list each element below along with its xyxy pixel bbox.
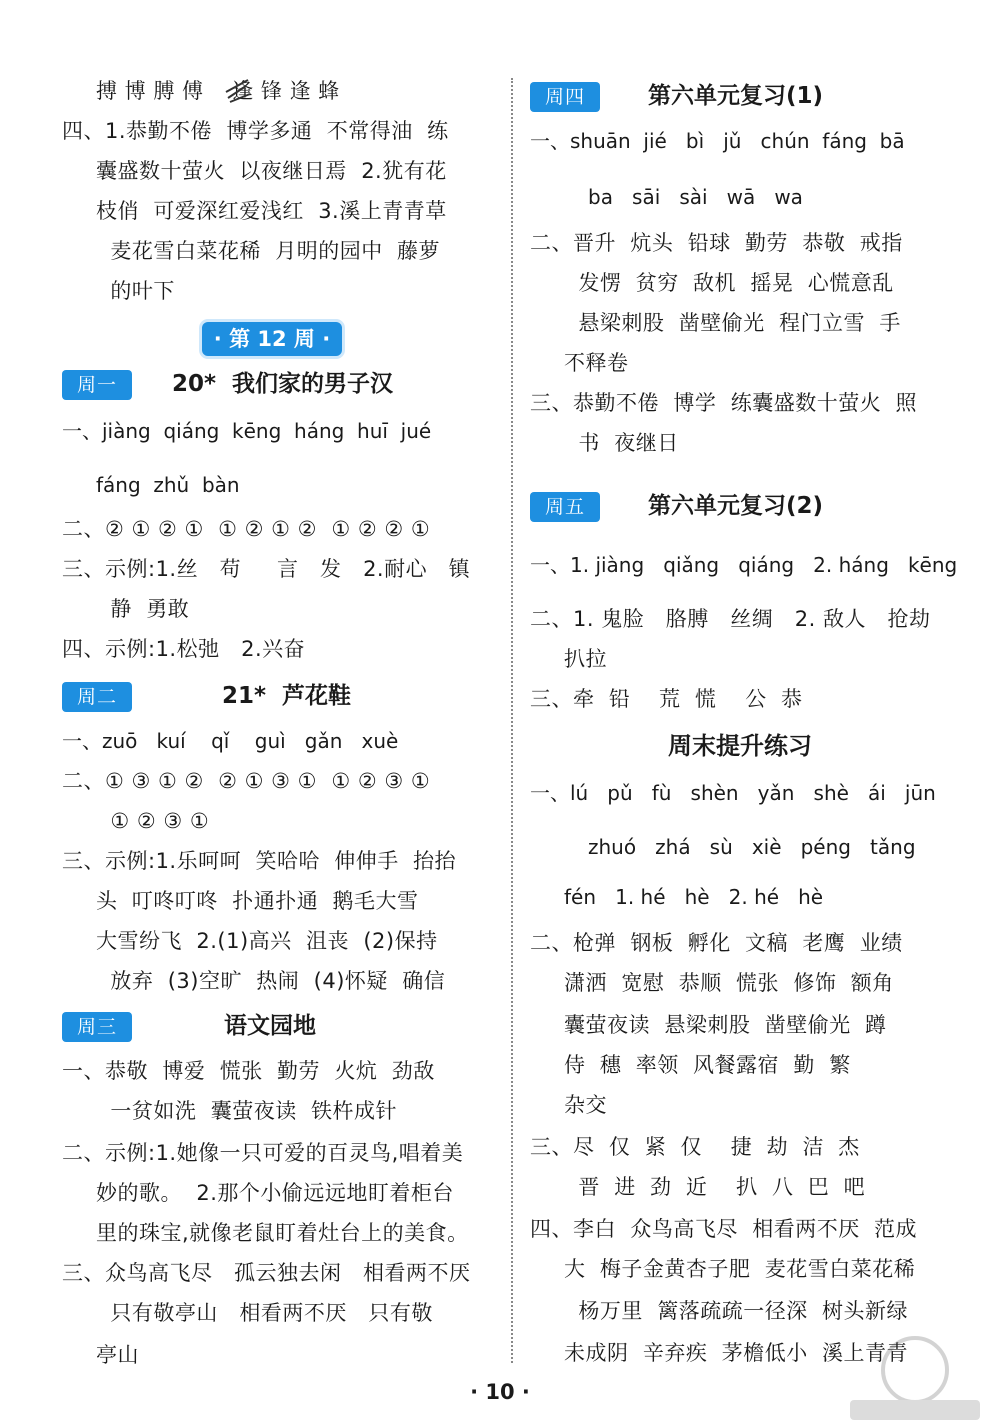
pinyin-line: 一、jiàng qiáng kēng háng huī jué xyxy=(62,419,432,443)
answer-line: 潇洒 宽慰 恭顺 慌张 修饰 额角 xyxy=(564,971,894,995)
answer-line: 书 夜继日 xyxy=(564,431,679,455)
answer-line: 囊萤夜读 悬梁刺股 凿壁偷光 蹲 xyxy=(564,1013,887,1037)
answer-line: 二、晋升 炕头 铅球 勤劳 恭敬 戒指 xyxy=(530,231,903,255)
answer-line: 二、② ① ② ① ① ② ① ② ① ② ② ① xyxy=(62,517,431,541)
day-badge-wed: 周三 xyxy=(62,1012,132,1042)
answer-line: 四、李白 众鸟高飞尽 相看两不厌 范成 xyxy=(530,1217,918,1241)
answer-line: 二、① ③ ① ② ② ① ③ ① ① ② ③ ① xyxy=(62,769,431,793)
answer-line: 放弃 (3)空旷 热闹 (4)怀疑 确信 xyxy=(96,969,446,993)
column-divider xyxy=(511,78,513,1363)
answer-line: 杂交 xyxy=(564,1093,607,1117)
answer-line: 三、示例:1.丝 苟 言 发 2.耐心 镇 xyxy=(62,557,471,581)
answer-line: 三、示例:1.乐呵呵 笑哈哈 伸伸手 抬抬 xyxy=(62,849,457,873)
answer-line: 里的珠宝,就像老鼠盯着灶台上的美食。 xyxy=(96,1221,469,1245)
answer-line: 头 叮咚叮咚 扑通扑通 鹅毛大雪 xyxy=(96,889,419,913)
pinyin-line: 一、1. jiàng qiǎng qiáng 2. háng kēng xyxy=(530,553,958,577)
day-badge-fri: 周五 xyxy=(530,492,600,522)
section-title: 21* 芦花鞋 xyxy=(222,683,352,709)
answer-line: 侍 穗 率领 风餐露宿 勤 繁 xyxy=(564,1053,851,1077)
week-banner: · 第 12 周 · xyxy=(202,322,342,356)
page-number: · 10 · xyxy=(470,1380,530,1404)
answer-line: 杨万里 篱落疏疏一径深 树头新绿 xyxy=(564,1299,909,1323)
answer-line: 四、1.恭勤不倦 博学多通 不常得油 练 xyxy=(62,119,449,143)
section-title: 语文园地 xyxy=(224,1013,316,1039)
answer-line: 四、示例:1.松弛 2.兴奋 xyxy=(62,637,306,661)
section-title: 第六单元复习(2) xyxy=(648,493,824,519)
answer-line: 三、恭勤不倦 博学 练囊盛数十萤火 照 xyxy=(530,391,918,415)
answer-line: 的叶下 xyxy=(96,279,175,303)
answer-line: 一、恭敬 博爱 慌张 勤劳 火炕 劲敌 xyxy=(62,1059,435,1083)
answer-line: 亭山 xyxy=(96,1343,139,1367)
pinyin-line: 一、shuān jié bì jǔ chún fáng bā xyxy=(530,129,905,153)
answer-line: 枝俏 可爱深红爱浅红 3.溪上青青草 xyxy=(96,199,447,223)
watermark-logo-icon xyxy=(840,1330,990,1425)
section-title: 20* 我们家的男子汉 xyxy=(172,371,394,397)
day-badge-thu: 周四 xyxy=(530,82,600,112)
answer-line: 未成阴 辛弃疾 茅檐低小 溪上青青 xyxy=(564,1341,909,1365)
answer-line: 二、1. 鬼脸 胳膊 丝绸 2. 敌人 抢劫 xyxy=(530,607,931,631)
answer-line: 三、牵 铅 荒 慌 公 恭 xyxy=(530,687,803,711)
answer-line: 扒拉 xyxy=(564,647,607,671)
answer-line: 三、众鸟高飞尽 孤云独去闲 相看两不厌 xyxy=(62,1261,471,1285)
answer-line: ① ② ③ ① xyxy=(96,809,210,833)
answer-line: 只有敬亭山 相看两不厌 只有敬 xyxy=(96,1301,433,1325)
answer-line: 二、示例:1.她像一只可爱的百灵鸟,唱着美 xyxy=(62,1141,464,1165)
answer-line: 大雪纷飞 2.(1)高兴 沮丧 (2)保持 xyxy=(96,929,438,953)
day-badge-tue: 周二 xyxy=(62,682,132,712)
pinyin-line: fáng zhǔ bàn xyxy=(96,473,240,497)
answer-line: 囊盛数十萤火 以夜继日焉 2.犹有花 xyxy=(96,159,447,183)
pinyin-line: 一、zuō kuí qǐ guì gǎn xuè xyxy=(62,729,399,753)
answer-line: 麦花雪白菜花稀 月明的园中 藤萝 xyxy=(96,239,441,263)
weekend-title: 周末提升练习 xyxy=(668,732,812,760)
day-badge-mon: 周一 xyxy=(62,370,132,400)
answer-line: 搏 博 膊 傅 逢 锋 逢 蜂 xyxy=(96,79,340,103)
answer-line: 大 梅子金黄杏子肥 麦花雪白菜花稀 xyxy=(564,1257,916,1281)
pinyin-line: zhuó zhá sù xiè péng tǎng xyxy=(588,835,916,859)
answer-line: 妙的歌。 2.那个小偷远远地盯着柜台 xyxy=(96,1181,454,1205)
answer-line: 悬梁刺股 凿壁偷光 程门立雪 手 xyxy=(564,311,901,335)
pinyin-line: ba sāi sài wā wa xyxy=(588,185,803,209)
handwritten-mark-icon xyxy=(222,72,252,108)
section-title: 第六单元复习(1) xyxy=(648,83,824,109)
answer-line: 二、枪弹 钢板 孵化 文稿 老鹰 业绩 xyxy=(530,931,903,955)
answer-line: 发愣 贫穷 敌机 摇晃 心慌意乱 xyxy=(564,271,894,295)
pinyin-line: fén 1. hé hè 2. hé hè xyxy=(564,885,824,909)
answer-line: 晋 进 劲 近 扒 八 巴 吧 xyxy=(564,1175,866,1199)
answer-line: 不释卷 xyxy=(564,351,629,375)
answer-line: 一贫如洗 囊萤夜读 铁杵成针 xyxy=(96,1099,398,1123)
answer-line: 三、尽 仅 紧 仅 捷 劫 洁 杰 xyxy=(530,1135,860,1159)
answer-line: 静 勇敢 xyxy=(96,597,190,621)
pinyin-line: 一、lú pǔ fù shèn yǎn shè ái jūn xyxy=(530,781,936,805)
